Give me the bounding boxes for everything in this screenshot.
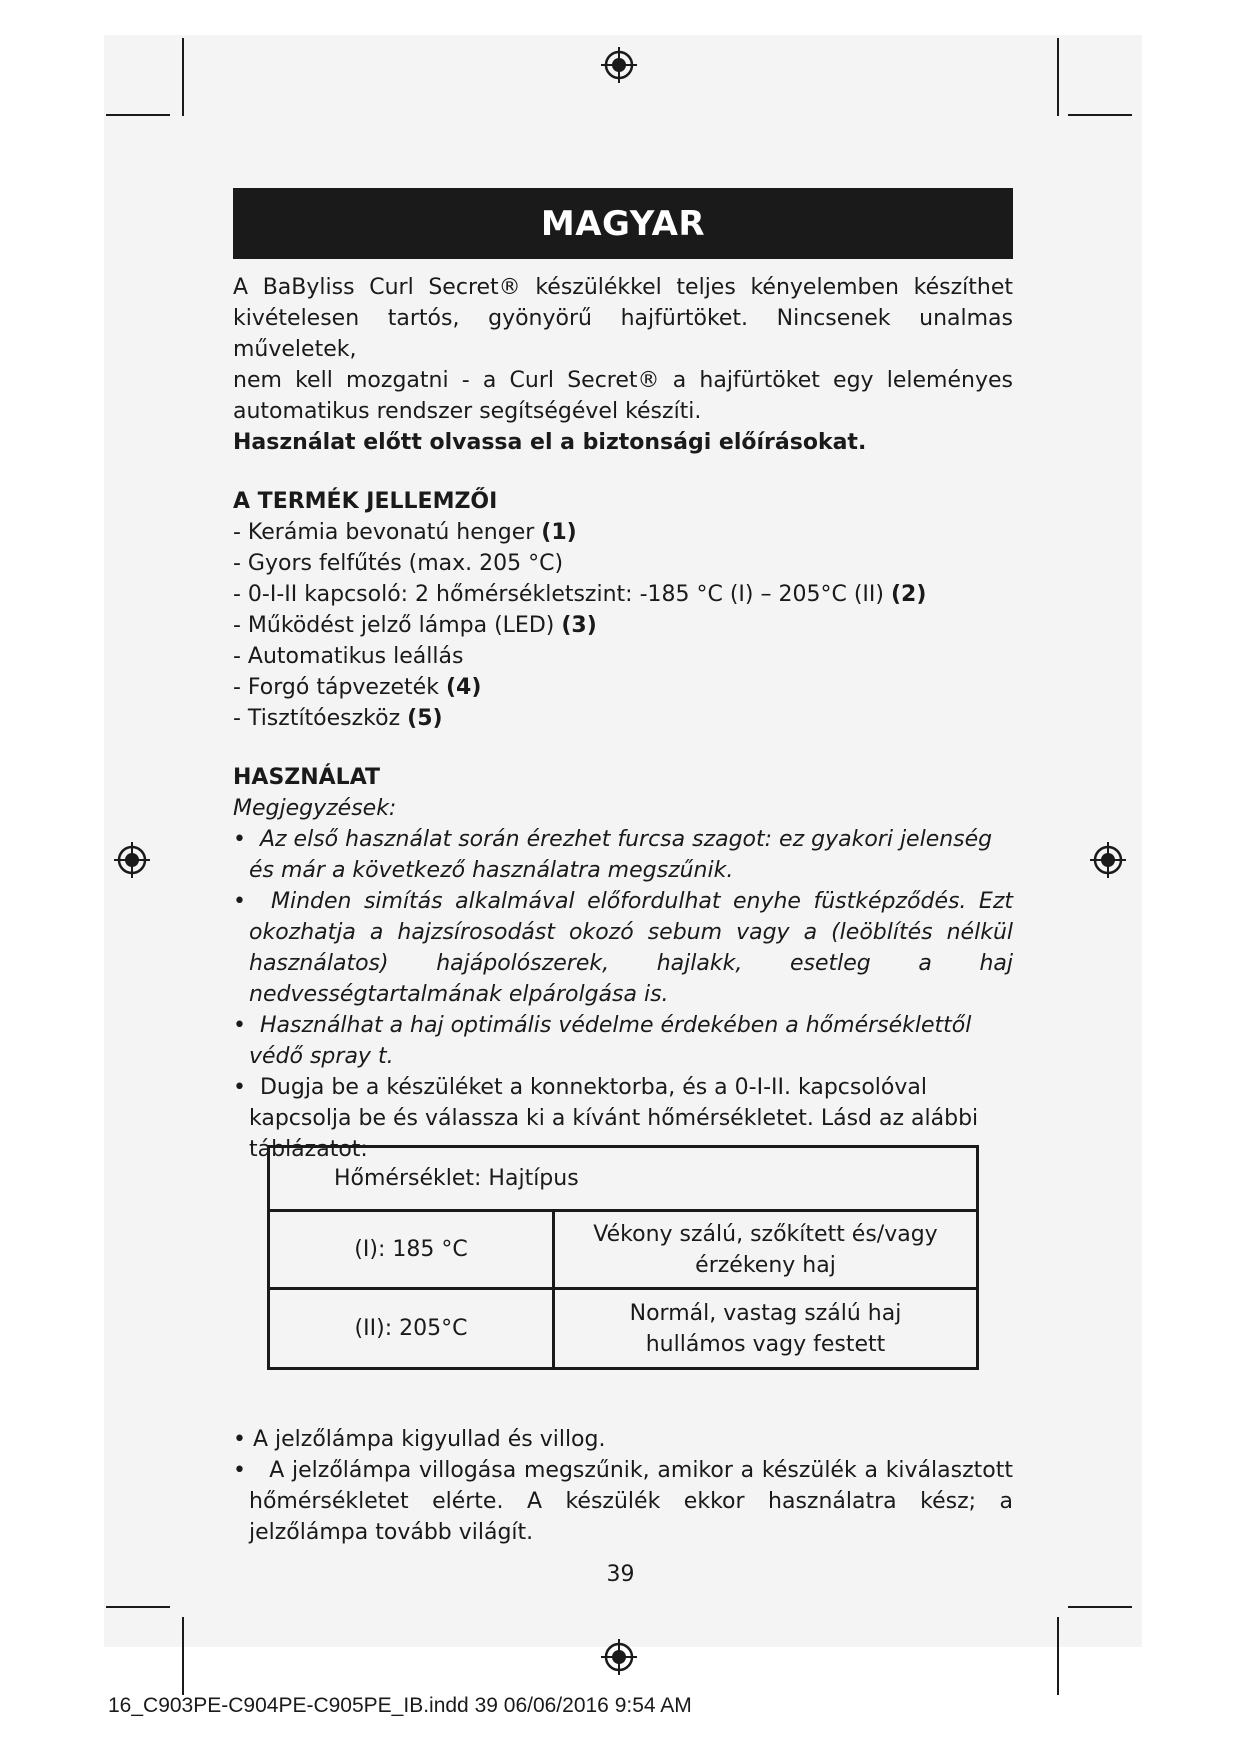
hair-type-cell: Normál, vastag szálú haj hullámos vagy festett (554, 1289, 978, 1369)
crop-mark (106, 114, 170, 116)
instruction-item: • Dugja be a készüléket a konnektorba, és a 0-I-II. kapcsolóval kapcsolja be és válassza ki a kívánt hőmérsékletet. Lásd az alábbi táblázatot: (233, 1075, 979, 1162)
hair-type-cell: Vékony szálú, szőkített és/vagy érzékeny haj (554, 1211, 978, 1289)
registration-mark-icon (112, 840, 152, 880)
feature-item: - Automatikus leállás (233, 644, 464, 669)
intro-line: nem kell mozgatni - a Curl Secret® a hajfürtöket egy leleményes (233, 368, 1013, 393)
crop-mark (182, 38, 184, 116)
main-content (233, 272, 1013, 1165)
header-title: MAGYAR (540, 203, 706, 244)
table-row (269, 1211, 978, 1289)
crop-mark (1057, 38, 1059, 116)
indicator-item: • A jelzőlámpa villogása megszűnik, amikor a készülék a kiválasztott hőmérsékletet elérte. A készülék ekkor használatra kész; a jelzőlámpa tovább világít. (233, 1458, 1013, 1545)
feature-item: - Forgó tápvezeték (4) (233, 675, 482, 700)
crop-mark (182, 1617, 184, 1695)
safety-warning: Használat előtt olvassa el a biztonsági előírásokat. (233, 430, 867, 455)
registration-mark-icon (599, 1637, 639, 1677)
table-row (269, 1289, 978, 1369)
table-header-row (269, 1147, 978, 1211)
feature-item: - Gyors felfűtés (max. 205 °C) (233, 551, 564, 576)
registration-mark-icon (1088, 840, 1128, 880)
note-item: • Minden simítás alkalmával előfordulhat enyhe füstképződés. Ezt okozhatja a hajzsírosodást okozó sebum vagy a (leöblítés nélkül használatos) hajápolószerek, hajlakk, esetleg a haj nedvességtartalmának elpárolgása is. (233, 889, 1013, 1007)
indicator-item: • A jelzőlámpa kigyullad és villog. (233, 1427, 606, 1452)
table-header-cell: Hőmérséklet: Hajtípus (269, 1147, 978, 1211)
crop-mark (1068, 1606, 1132, 1608)
note-item: • Használhat a haj optimális védelme érdekében a hőmérséklettől védő spray t. (233, 1013, 972, 1069)
feature-item: - 0-I-II kapcsoló: 2 hőmérsékletszint: -185 °C (I) – 205°C (II) (2) (233, 582, 927, 607)
temperature-cell: (I): 185 °C (269, 1211, 554, 1289)
intro-line: A BaByliss Curl Secret® készülékkel teljes kényelemben készíthet (233, 275, 1013, 300)
crop-mark (106, 1606, 170, 1608)
registration-mark-icon (599, 45, 639, 85)
features-heading: A TERMÉK JELLEMZŐI (233, 489, 498, 514)
usage-heading: HASZNÁLAT (233, 765, 381, 790)
intro-line: kivételesen tartós, gyönyörű hajfürtöket. Nincsenek unalmas műveletek, (233, 306, 1013, 362)
note-item: • Az első használat során érezhet furcsa szagot: ez gyakori jelenség és már a következő használatra megszűnik. (233, 827, 993, 883)
temperature-table (267, 1145, 979, 1370)
feature-item: - Működést jelző lámpa (LED) (3) (233, 613, 597, 638)
crop-mark (1068, 114, 1132, 116)
intro-line: automatikus rendszer segítségével készíti. (233, 399, 702, 424)
crop-mark (1057, 1617, 1059, 1695)
feature-item: - Kerámia bevonatú henger (1) (233, 520, 577, 545)
notes-label: Megjegyzések: (233, 796, 397, 821)
print-slug: 16_C903PE-C904PE-C905PE_IB.indd 39 06/06/2016 9:54 AM (108, 1694, 692, 1717)
page-number: 39 (606, 1562, 635, 1587)
feature-item: - Tisztítóeszköz (5) (233, 706, 443, 731)
language-header (233, 188, 1013, 259)
indicator-section (233, 1424, 1013, 1548)
temperature-cell: (II): 205°C (269, 1289, 554, 1369)
